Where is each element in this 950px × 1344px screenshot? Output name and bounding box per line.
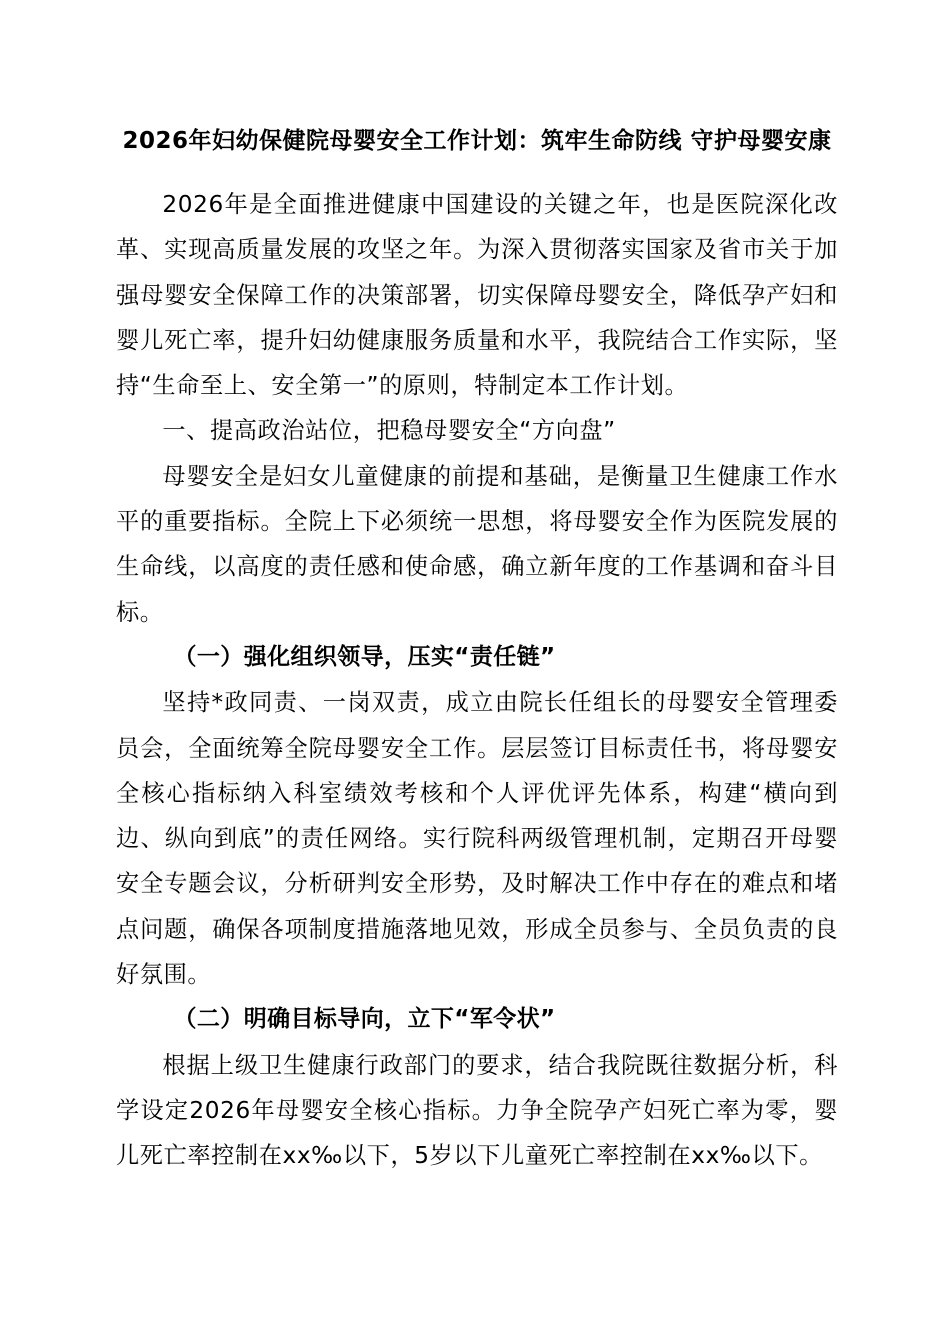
intro-paragraph: 2026年是全面推进健康中国建设的关键之年，也是医院深化改革、实现高质量发展的攻坚之年。为深入贯彻落实国家及省市关于加强母婴安全保障工作的决策部署，切实保障母婴安全，降低孕产妇和婴儿死亡率，提升妇幼健康服务质量和水平，我院结合工作实际，坚持“生命至上、安全第一”的原则，特制定本工作计划。 [116,191,838,400]
subsection-heading-1: （一）强化组织领导，压实“责任链” [173,643,556,670]
subsection-2-paragraph: 根据上级卫生健康行政部门的要求，结合我院既往数据分析，科学设定2026年母婴安全核心指标。力争全院孕产妇死亡率为零，婴儿死亡率控制在xx‰以下，5岁以下儿童死亡率控制在xx‰以下。 [116,1051,838,1170]
subsection-1-paragraph: 坚持*政同责、一岗双责，成立由院长任组长的母婴安全管理委员会，全面统筹全院母婴安全工作。层层签订目标责任书，将母婴安全核心指标纳入科室绩效考核和个人评优评先体系，构建“横向到边、纵向到底”的责任网络。实行院科两级管理机制，定期召开母婴安全专题会议，分析研判安全形势，及时解决工作中存在的难点和堵点问题，确保各项制度措施落地见效，形成全员参与、全员负责的良好氛围。 [116,689,838,989]
section-heading-1: 一、提高政治站位，把稳母婴安全“方向盘” [162,417,616,445]
document-page [116,118,838,1179]
subsection-heading-2: （二）明确目标导向，立下“军令状” [173,1006,556,1033]
document-title: 2026年妇幼保健院母婴安全工作计划：筑牢生命防线 守护母婴安康 [122,128,832,154]
section-1-paragraph: 母婴安全是妇女儿童健康的前提和基础，是衡量卫生健康工作水平的重要指标。全院上下必须统一思想，将母婴安全作为医院发展的生命线，以高度的责任感和使命感，确立新年度的工作基调和奋斗目标。 [116,462,838,626]
